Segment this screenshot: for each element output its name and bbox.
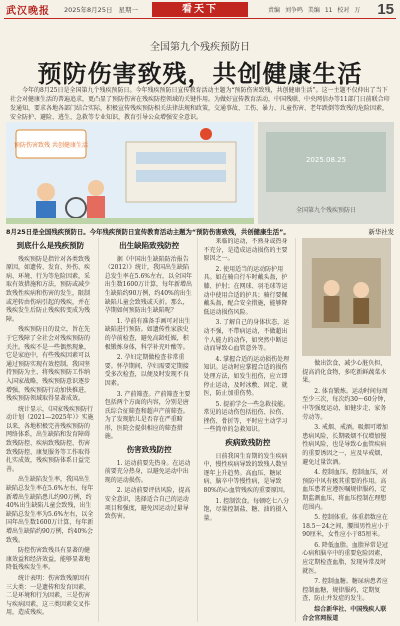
paragraph: 2. 体育锻炼。运动时间每周至少三次，每次约30～60分钟，中等强度运动，如健步走、家务劳动等。 xyxy=(302,387,390,421)
paragraph: 残疾预防日的设立，旨在先于它残障了全社会对残疾预防的关注。残疾不是一些偶然现象，它是家庭中，有些残疾因素可以通过预防实现有效控制。我国坚持预防为主、将残疾预防工作纳入国家战略，残疾预防意识逐步增强，残疾预防行动加快推进，残疾预防领域取得显著成效。 xyxy=(6,326,91,403)
paragraph: 统计显示，《国家残疾预防行动计划（2021—2025年）》实施以来，各地积极完善残疾预防的网络体系，出生缺陷和发育障碍致残防控、疾病致残防控、伤害致残防控、康复服务等工作取得扎实成效，残疾预防体系日益完善。 xyxy=(6,405,94,473)
column-heading: 到底什么是残疾预防 xyxy=(16,241,85,250)
main-photo xyxy=(6,122,254,224)
paragraph: 统计表明：伤害致残原因有三大类：一是遗传和发育因素，二是环境和行为因素，三是伤害与疾病因素，这三类因素交叉作用，造成残疾。 xyxy=(6,574,91,617)
paragraph: 防控伤害致残具有显著的健康效益和经济效益，能够显著地降低残疾发生率。 xyxy=(6,547,91,572)
paragraph: 6. 降低血脂。血脂异常是冠心病和脑卒中的重要危险因素，应定期检查血脂，发现异常及时就医。 xyxy=(302,541,388,575)
column-2 xyxy=(105,238,198,622)
page-number: 15 xyxy=(377,1,394,18)
poster-sign: 预防伤害致残 共创健康生活 xyxy=(14,142,88,149)
paragraph: 4. 控制血压。控制血压，对预防中风有极其重要的作用。高血压患者应遵医嘱规律服药，定期监测血压，将血压控制在理想范围内。 xyxy=(302,469,388,511)
photo-credit: 新华社发 xyxy=(368,228,394,236)
family-illustration xyxy=(302,238,391,356)
date: 2025年8月25日 xyxy=(64,6,113,14)
side-photo xyxy=(302,238,391,356)
paragraph: 2. 孕妇定期做检查非常重要。怀孕期间，孕妇需要定期接受多次检查，以便及时发现不良因素。 xyxy=(104,354,189,387)
newspaper-logo: 武汉晚报 xyxy=(6,6,50,17)
poster-illustration xyxy=(258,122,394,224)
column-3 xyxy=(204,238,297,622)
weekday: 星期一 xyxy=(118,6,139,14)
header-rule xyxy=(4,18,396,19)
paragraph: 5. 提前学会一些急救技能。常见的运动伤包括扭伤、拉伤、挫伤、骨折等，平时应主动学习一些简单的急救知识。 xyxy=(203,400,290,434)
paragraph: 3. 产前筛查。产前筛查主要包括两个方面的内容，分别是唐氏综合征筛查和超声产前筛查。为了发现胎儿是否存在严重畸形，医院会提供相应的筛查措施。 xyxy=(104,390,191,441)
masthead xyxy=(0,0,400,18)
article-kicker: 全国第九个残疾预防日 xyxy=(150,42,250,53)
column-1 xyxy=(6,238,99,622)
paragraph: 1. 控制饮食。每顿吃七八分饱，尽量控制盐、糖、油的摄入量。 xyxy=(203,497,290,522)
poster-bottom-text: 全国第九个残疾预防日 xyxy=(295,207,357,214)
paragraph: 据《中国出生缺陷防治报告（2012）》统计，我国出生缺陷总发生率在5.6%左右，以全国年出生数1600万计算，每年新增出生缺陷约90万例，约40%的出生缺陷儿童会致残或夭折。那么，孕期如何预防出生缺陷呢？ xyxy=(104,255,193,315)
paragraph: 7. 控制血糖。糖尿病患者应控制血糖，规律服药，定期复查，防止并发症的发生。 xyxy=(302,578,388,603)
column-heading: 出生缺陷致残防控 xyxy=(119,241,180,250)
paragraph: 4. 掌握合适的运动损伤处理知识。运动时应掌握合适的损伤处理方法，如发生扭伤，应立即停止运动，及时冰敷、固定、就医，防止加重伤势。 xyxy=(203,355,290,398)
designer-label: 美编 xyxy=(307,7,320,14)
designer-name: 11 xyxy=(324,7,333,14)
paragraph: 出生缺陷发生率，我国出生缺陷总发生率在5.6%左右，每年新增出生缺陷患儿约90万例，约40%出生缺陷儿童会致残，出生缺陷总发生率为5.6%左右，以全国年出生数1600万计算，每年新增出生缺陷约90万例，约40%会致残。 xyxy=(6,476,94,544)
paragraph: 日前我国生育期的发生疾病中，慢性疾病导致的致残人数呈逐年上升趋势。高血压、糖尿病、脑卒中等慢性病，是导致80%的心血管残疾的重要原因。 xyxy=(203,452,289,495)
column-4 xyxy=(302,238,394,622)
editor-label: 责编 xyxy=(268,7,281,14)
paragraph: 2. 运动前要评估风险，提高安全意识，选择适合自己的运动项目和强度，避免因运动过量导致伤害。 xyxy=(104,487,191,521)
paragraph: 做出饮食，减少心脏负担，提高消化食物，多吃新鲜蔬菜水果。 xyxy=(302,360,387,385)
paragraph: 残疾预防是指针对各类致残原因，如遗传、发育、外伤、疾病、环境、行为等危险因素，采取有效措施和方法，预防或减少致残性疾病和伤害的发生，限制或逆转由伤病引起的残疾，并在残疾发生后防止残疾转变成为残障。 xyxy=(6,255,91,323)
paragraph: 1. 运动前要先热身。在运动前要充分热身，以避免运动中出现的运动损伤。 xyxy=(104,459,191,484)
article-columns xyxy=(6,238,394,622)
caption-text: 8月25日是全国残疾预防日。今年残疾预防日宣传教育活动主题为“预防伤害致残，共创健康生活”。 xyxy=(6,228,290,236)
paragraph: 3. 戒烟、戒酒。吸烟可增加患病风险，长期吸烟不仅增加慢性病风险，也是导致心血管疾病的重要诱因之一，应及早戒烟，避免过量饮酒。 xyxy=(302,424,388,466)
article-headline: 预防伤害致残，共创健康生活 xyxy=(37,60,363,88)
source-note: 综合新华社、中国残疾人联合会官网报道 xyxy=(302,606,387,622)
editor-name: 刘争鸣 xyxy=(284,7,303,14)
column-subheading: 伤害致残防控 xyxy=(126,445,172,455)
paragraph: 2. 使用适当的运动防护用具。如在骑自行车时戴头盔，护膝、护肘；在网球、羽毛球等运动中使用合适的护具；骑行要佩戴头盔，配合安全措施，能够降低运动损伤风险。 xyxy=(203,265,288,316)
disability-prevention-poster-illustration xyxy=(6,122,254,224)
poster-photo xyxy=(258,122,394,224)
article-intro: 今年的8月25日是全国第九个残疾预防日。今年残疾预防日宣传教育活动主题为“预防伤害致残，共创健康生活”。这一主题不仅仲出了当下社会对健康生活的普遍追求，更凸显了预防伤害在残疾防控领域的关键作用。为做好宣传教育活动，中国残联、中央网信办等11部门日前联合印发通知，要求各地各部门结合实际，积极宣传残疾预防相关法律法规和政策，交通事故、工伤、暴力、儿童伤害、老年跌倒等致残的危险因素，安全防护、避险、逃生、急救等专业知识，教育引导公众增强安全意识。 xyxy=(10,87,390,121)
column-subheading: 疾病致残防控 xyxy=(225,438,271,448)
paragraph: 1. 孕前有准备手画可对出生缺陷进行预防。如遗传性家族史的孕前检查，避免高龄妊娠，积极锻炼身体，科学补充叶酸等。 xyxy=(104,317,191,351)
dateline xyxy=(64,5,142,14)
section-title: 看天下 xyxy=(152,2,248,17)
paragraph: 3. 了解自己的身体状态，运动不强，不带病运动，不做超出个人能力的动作，如突然中断运动而导致心血管意外等。 xyxy=(203,319,290,353)
photo-caption xyxy=(6,227,394,236)
proofreader-label: 校对 xyxy=(337,7,350,14)
proofreader-name: 万 xyxy=(354,7,361,14)
editor-credits xyxy=(268,5,363,14)
paragraph: 来临的运动，不熟身或热身不充分，是造成运动损伤的主要原因之一。 xyxy=(203,238,288,263)
poster-date: 2025.08.25 xyxy=(305,156,347,164)
paragraph: 5. 控制体重。体重指数应在18.5～24之间，腰围男性应小于90厘米，女性应小于85厘米。 xyxy=(302,514,390,539)
